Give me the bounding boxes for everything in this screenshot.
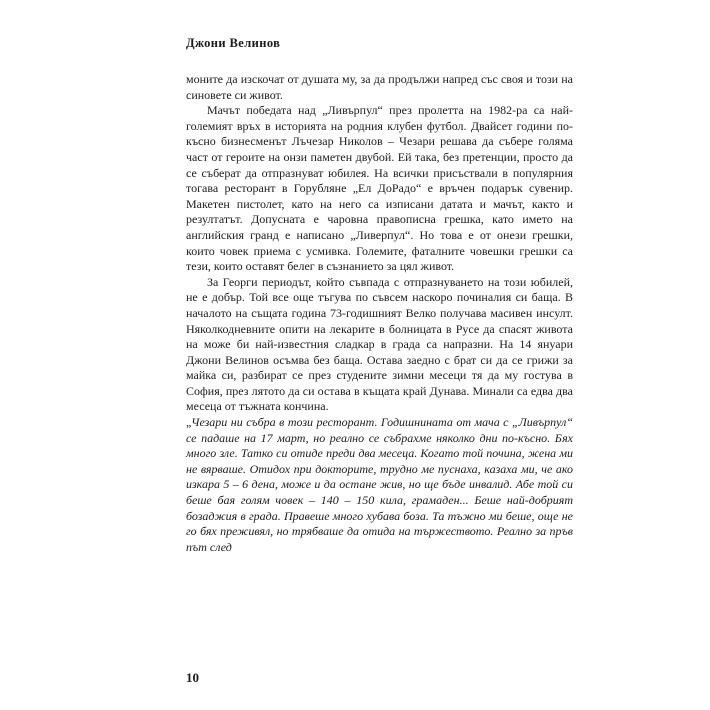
body-text-block <box>186 72 573 555</box>
page-number: 10 <box>186 670 199 685</box>
body-paragraph: Мачът победата над „Ливърпул“ през пролетта на 1982-ра са най-големият връх в историята на родния клубен футбол. Двайсет години по-късно бизнесменът Лъчезар Николов – Чезари решава да събере голяма част от героите на онзи паметен двубой. Ей така, без претенции, просто да се съберат да отпразнуват юбилея. На всички присъствали в популярния тогава ресторант в Горубляне „Ел ДоРадо“ е връчен подарък сувенир. Макетен пистолет, като на него са изписани датата и мачът, както и резултатът. Допусната е чаровна правописна грешка, като името на английския гранд е написано „Ливерпул“. Но това е от онези грешки, които човек приема с усмивка. Големите, фаталните човешки грешки са тези, които оставят белег в съзнанието за цял живот. <box>186 103 573 274</box>
body-paragraph: моните да изскочат от душата му, за да продължи напред със своя и този на синовете си живот. <box>186 72 573 102</box>
running-head-author: Джони Велинов <box>186 36 281 50</box>
quote-block: „Чезари ни събра в този ресторант. Годишнината от мача с „Ливърпул“ се падаше на 17 март, но реално се събрахме няколко дни по-късно. Бях много зле. Татко си отиде преди два месеца. Когато той почина, жена ми не вярваше. Отидох при докторите, трудно ме пуснаха, казаха ми, че ако изкара 5 – 6 дена, може и да остане жив, но ще бъде инвалид. Абе той си беше бая голям човек – 140 – 150 кила, грамаден... Беше най-добрият бозаджия в града. Правеше много хубава боза. Та тъжно ми беше, още не го бях преживял, но трябваше да отида на тържеството. Реално за пръв път след <box>186 415 573 554</box>
body-paragraph: За Георги периодът, който съвпада с отпразнуването на този юбилей, не е добър. Той все още тъгува по съвсем наскоро починалия си баща. В началото на същата година 73-годишният Велко получава масивен инсулт. Няколкодневните опити на лекарите в болницата в Русе да спасят живота на може би най-известния сладкар в града са напразни. На 14 януари Джони Велинов осъмва без баща. Остава заедно с брат си да се грижи за майка си, разбират се през студените зимни месеци тя да му гостува в София, през лятото да си остава в къщата край Дунава. Минали са едва два месеца от тъжната кончина. <box>186 274 573 414</box>
